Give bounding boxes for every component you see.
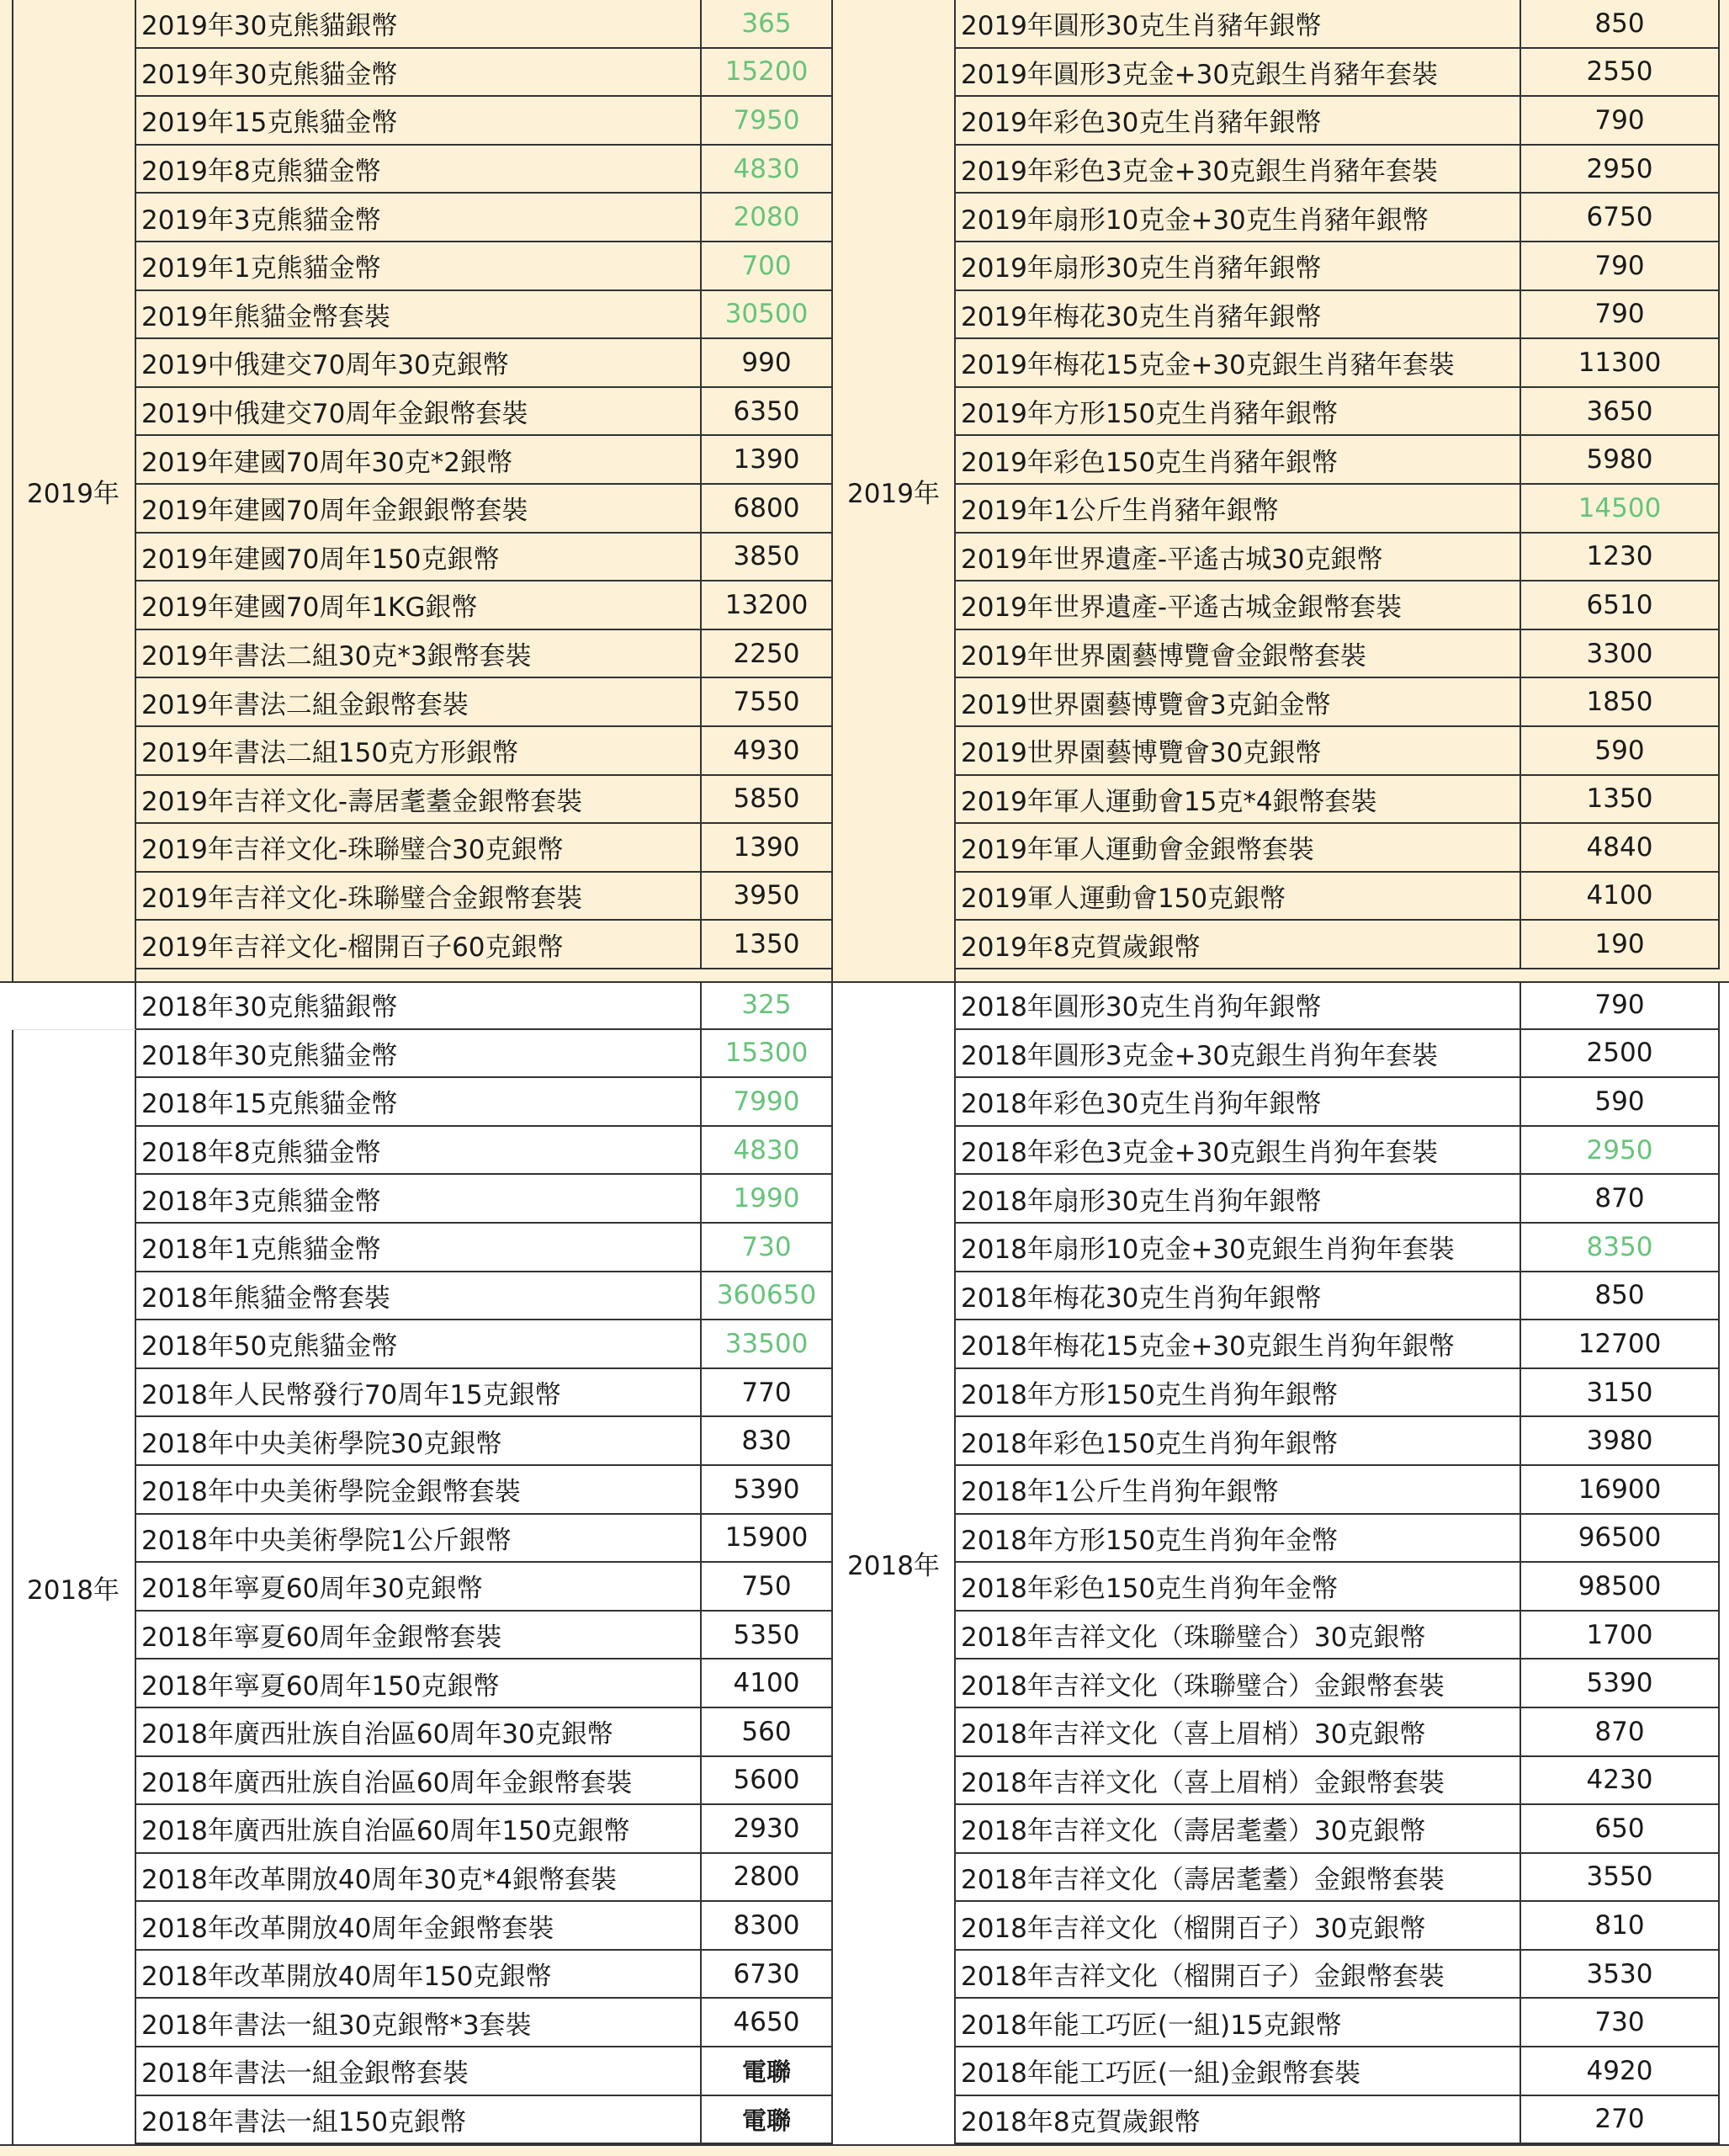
coin-name: 2018年書法一組30克銀幣*3套裝 (136, 1999, 702, 2046)
table-row (136, 1369, 831, 1418)
section-2019 (0, 0, 1729, 981)
coin-price: 1230 (1521, 534, 1720, 581)
coin-price: 電聯 (741, 2058, 791, 2087)
coin-name: 2018年50克熊貓金幣 (136, 1320, 702, 1367)
table-row (956, 1902, 1720, 1951)
table-row (136, 1320, 831, 1369)
coin-price: 990 (741, 347, 792, 378)
coin-name: 2018年寧夏60周年30克銀幣 (136, 1563, 702, 1610)
year-label-right: 2018年 (831, 981, 956, 2144)
list-2019-left (136, 0, 831, 969)
table-row (956, 727, 1720, 776)
coin-price: 790 (1521, 291, 1720, 338)
coin-name: 2019年書法二組金銀幣套裝 (136, 678, 702, 725)
coin-price: 8300 (733, 1910, 800, 1941)
coin-name: 2019年扇形30克生肖豬年銀幣 (956, 242, 1521, 289)
table-row (136, 2096, 831, 2145)
coin-name: 2018年中央美術學院30克銀幣 (136, 1417, 702, 1464)
table-row (136, 291, 831, 340)
coin-name: 2019年建國70周年150克銀幣 (136, 534, 702, 581)
coin-price: 590 (1521, 727, 1720, 774)
table-row (956, 242, 1720, 291)
table-row (136, 981, 831, 1030)
table-row (956, 1078, 1720, 1127)
coin-price: 4230 (1521, 1757, 1720, 1804)
coin-price: 270 (1521, 2096, 1720, 2143)
table-row (956, 2047, 1720, 2096)
coin-name: 2019年彩色3克金+30克銀生肖豬年套裝 (956, 146, 1521, 193)
table-row (956, 873, 1720, 921)
coin-name: 2019年8克賀歲銀幣 (956, 921, 1521, 968)
coin-name: 2018年能工巧匠(一組)15克銀幣 (956, 1999, 1521, 2046)
table-row (136, 242, 831, 291)
coin-price: 3550 (1521, 1854, 1720, 1901)
coin-price: 2800 (733, 1861, 800, 1893)
table-row (136, 1659, 831, 1708)
coin-price: 5350 (733, 1619, 800, 1650)
table-row (956, 1515, 1720, 1564)
table-row (956, 1805, 1720, 1854)
coin-price: 4650 (733, 2007, 800, 2038)
coin-price: 3980 (1521, 1417, 1720, 1464)
coin-price: 2930 (733, 1813, 800, 1844)
coin-name: 2019年1公斤生肖豬年銀幣 (956, 485, 1521, 532)
table-row (956, 824, 1720, 873)
coin-name: 2019年軍人運動會15克*4銀幣套裝 (956, 776, 1521, 823)
coin-price: 1350 (733, 929, 800, 960)
table-row (956, 1175, 1720, 1224)
list-2018-left (136, 981, 831, 2144)
coin-price: 4920 (1521, 2047, 1720, 2095)
coin-price: 360650 (716, 1280, 817, 1311)
coin-price: 7950 (733, 104, 800, 135)
table-row (136, 776, 831, 825)
coin-price: 14500 (1521, 485, 1720, 532)
table-row (136, 921, 831, 969)
coin-name: 2018年3克熊貓金幣 (136, 1175, 702, 1222)
coin-price: 5980 (1521, 436, 1720, 483)
table-row (136, 1127, 831, 1176)
table-row (956, 1563, 1720, 1612)
coin-name: 2018年能工巧匠(一組)金銀幣套裝 (956, 2047, 1521, 2095)
table-row (956, 678, 1720, 727)
coin-name: 2019年30克熊貓金幣 (136, 49, 702, 96)
coin-price: 6350 (733, 396, 800, 427)
table-row (956, 0, 1720, 49)
coin-price: 810 (1521, 1902, 1720, 1949)
coin-name: 2019世界園藝博覽會30克銀幣 (956, 727, 1521, 774)
coin-name: 2019年30克熊貓銀幣 (136, 0, 702, 47)
coin-name: 2018年1公斤生肖狗年銀幣 (956, 1466, 1521, 1513)
coin-name: 2019年世界園藝博覽會金銀幣套裝 (956, 630, 1521, 677)
coin-name: 2019世界園藝博覽會3克鉑金幣 (956, 678, 1521, 725)
table-row (956, 534, 1720, 582)
table-row (956, 1708, 1720, 1757)
table-row (136, 1708, 831, 1757)
table-row (956, 2096, 1720, 2145)
coin-price: 15900 (724, 1522, 809, 1553)
coin-name: 2018年圓形30克生肖狗年銀幣 (956, 981, 1521, 1028)
coin-name: 2019年世界遺產-平遙古城30克銀幣 (956, 534, 1521, 581)
coin-price: 7990 (733, 1086, 800, 1117)
coin-name: 2019年建國70周年金銀銀幣套裝 (136, 485, 702, 532)
coin-price: 4840 (1521, 824, 1720, 871)
table-row (956, 1030, 1720, 1079)
coin-name: 2018年彩色30克生肖狗年銀幣 (956, 1078, 1521, 1125)
coin-name: 2019年圓形30克生肖豬年銀幣 (956, 0, 1521, 47)
coin-name: 2019年吉祥文化-珠聯璧合金銀幣套裝 (136, 873, 702, 920)
coin-price: 3650 (1521, 388, 1720, 435)
table-row (956, 485, 1720, 534)
coin-price: 16900 (1521, 1466, 1720, 1513)
section-divider (0, 981, 1729, 983)
coin-name: 2019年梅花15克金+30克銀生肖豬年套裝 (956, 339, 1521, 386)
year-cell-blank (12, 981, 136, 1030)
coin-name: 2019年世界遺產-平遙古城金銀幣套裝 (956, 581, 1521, 629)
coin-price: 1390 (733, 831, 800, 863)
table-row (136, 1757, 831, 1806)
coin-name: 2019軍人運動會150克銀幣 (956, 873, 1521, 920)
table-row (956, 1999, 1720, 2047)
coin-price: 11300 (1521, 339, 1720, 386)
coin-price: 98500 (1521, 1563, 1720, 1610)
coin-price: 730 (1521, 1999, 1720, 2046)
coin-name: 2018年吉祥文化（壽居耄耋）30克銀幣 (956, 1805, 1521, 1852)
table-row (136, 534, 831, 582)
coin-price: 電聯 (741, 2106, 791, 2135)
coin-name: 2018年廣西壯族自治區60周年150克銀幣 (136, 1805, 702, 1852)
coin-name: 2018年梅花15克金+30克銀生肖狗年銀幣 (956, 1320, 1521, 1367)
coin-name: 2019年8克熊貓金幣 (136, 146, 702, 193)
coin-name: 2019年彩色30克生肖豬年銀幣 (956, 97, 1521, 144)
coin-price: 325 (741, 989, 792, 1020)
coin-price: 3950 (733, 880, 800, 911)
coin-name: 2018年30克熊貓銀幣 (136, 981, 702, 1028)
coin-name: 2018年人民幣發行70周年15克銀幣 (136, 1369, 702, 1416)
coin-price: 790 (1521, 242, 1720, 289)
coin-name: 2019年書法二組30克*3銀幣套裝 (136, 630, 702, 677)
coin-name: 2018年彩色150克生肖狗年金幣 (956, 1563, 1521, 1610)
table-row (136, 1854, 831, 1903)
coin-name: 2018年吉祥文化（珠聯璧合）金銀幣套裝 (956, 1659, 1521, 1707)
table-row (136, 339, 831, 388)
coin-price: 870 (1521, 1708, 1720, 1755)
coin-price: 850 (1521, 1272, 1720, 1320)
table-row (136, 485, 831, 534)
table-row (956, 388, 1720, 437)
coin-price: 2500 (1521, 1030, 1720, 1077)
coin-price: 590 (1521, 1078, 1720, 1125)
coin-name: 2019中俄建交70周年30克銀幣 (136, 339, 702, 386)
table-row (136, 1030, 831, 1079)
coin-price: 3850 (733, 541, 800, 572)
coin-name: 2019年15克熊貓金幣 (136, 97, 702, 144)
table-row (136, 727, 831, 776)
coin-name: 2019年吉祥文化-珠聯璧合30克銀幣 (136, 824, 702, 871)
coin-name: 2018年改革開放40周年150克銀幣 (136, 1951, 702, 1998)
coin-price: 30500 (724, 299, 809, 330)
coin-price: 850 (1521, 0, 1720, 47)
coin-price: 3300 (1521, 630, 1720, 677)
coin-name: 2018年寧夏60周年金銀幣套裝 (136, 1612, 702, 1659)
coin-price: 4100 (1521, 873, 1720, 920)
coin-name: 2018年吉祥文化（喜上眉梢）金銀幣套裝 (956, 1757, 1521, 1804)
coin-name: 2019年吉祥文化-榴開百子60克銀幣 (136, 921, 702, 968)
coin-price: 4100 (733, 1668, 800, 1699)
coin-price: 560 (741, 1716, 792, 1747)
coin-name: 2019年熊貓金幣套裝 (136, 291, 702, 338)
table-row (956, 1320, 1720, 1369)
table-row (136, 1999, 831, 2047)
coin-name: 2018年30克熊貓金幣 (136, 1030, 702, 1077)
coin-price: 2950 (1521, 146, 1720, 193)
coin-price: 15200 (724, 56, 809, 88)
coin-price: 790 (1521, 981, 1720, 1028)
coin-price: 12700 (1521, 1320, 1720, 1367)
table-row (136, 1612, 831, 1660)
table-row (956, 339, 1720, 388)
coin-name: 2018年改革開放40周年金銀幣套裝 (136, 1902, 702, 1949)
coin-price: 730 (741, 1231, 792, 1262)
coin-price: 8350 (1521, 1224, 1720, 1271)
table-row (956, 436, 1720, 485)
table-row (136, 146, 831, 194)
coin-price: 830 (741, 1426, 792, 1457)
coin-name: 2018年梅花30克生肖狗年銀幣 (956, 1272, 1521, 1320)
coin-name: 2018年扇形30克生肖狗年銀幣 (956, 1175, 1521, 1222)
table-row (956, 291, 1720, 340)
coin-name: 2019年彩色150克生肖豬年銀幣 (956, 436, 1521, 483)
coin-price: 5390 (733, 1474, 800, 1505)
table-row (136, 194, 831, 242)
coin-name: 2018年改革開放40周年30克*4銀幣套裝 (136, 1854, 702, 1901)
table-row (136, 1078, 831, 1127)
coin-name: 2018年8克賀歲銀幣 (956, 2096, 1521, 2143)
table-row (956, 1854, 1720, 1903)
coin-name: 2018年吉祥文化（榴開百子）金銀幣套裝 (956, 1951, 1521, 1998)
year-label-left: 2019年 (12, 0, 136, 981)
coin-name: 2019年軍人運動會金銀幣套裝 (956, 824, 1521, 871)
coin-name: 2019年書法二組150克方形銀幣 (136, 727, 702, 774)
coin-name: 2018年書法一組金銀幣套裝 (136, 2047, 702, 2095)
coin-price: 6510 (1521, 581, 1720, 629)
coin-name: 2018年吉祥文化（榴開百子）30克銀幣 (956, 1902, 1521, 1949)
coin-price: 3530 (1521, 1951, 1720, 1998)
coin-name: 2018年熊貓金幣套裝 (136, 1272, 702, 1320)
table-row (956, 921, 1720, 969)
table-row (956, 1272, 1720, 1321)
year-label-right: 2019年 (831, 0, 956, 981)
table-row (136, 1902, 831, 1951)
coin-name: 2019中俄建交70周年金銀幣套裝 (136, 388, 702, 435)
table-row (956, 1951, 1720, 1999)
table-row (136, 49, 831, 98)
coin-name: 2018年15克熊貓金幣 (136, 1078, 702, 1125)
table-row (956, 97, 1720, 146)
coin-name: 2018年圓形3克金+30克銀生肖狗年套裝 (956, 1030, 1521, 1077)
coin-name: 2018年方形150克生肖狗年銀幣 (956, 1369, 1521, 1416)
coin-price: 4830 (733, 153, 800, 184)
table-row (136, 2047, 831, 2096)
coin-name: 2018年方形150克生肖狗年金幣 (956, 1515, 1521, 1562)
coin-price: 4830 (733, 1134, 800, 1166)
coin-name: 2019年建國70周年30克*2銀幣 (136, 436, 702, 483)
coin-price: 13200 (724, 589, 809, 620)
table-row (136, 1805, 831, 1854)
coin-price: 6800 (733, 492, 800, 523)
coin-price: 2550 (1521, 49, 1720, 96)
coin-name: 2019年1克熊貓金幣 (136, 242, 702, 289)
table-row (136, 1563, 831, 1612)
table-row (956, 1466, 1720, 1515)
coin-name: 2018年吉祥文化（壽居耄耋）金銀幣套裝 (956, 1854, 1521, 1901)
table-row (956, 1369, 1720, 1418)
coin-name: 2018年彩色3克金+30克銀生肖狗年套裝 (956, 1127, 1521, 1174)
coin-price: 1350 (1521, 776, 1720, 823)
coin-price: 96500 (1521, 1515, 1720, 1562)
coin-price: 365 (741, 8, 792, 39)
coin-name: 2018年中央美術學院1公斤銀幣 (136, 1515, 702, 1562)
coin-price: 190 (1521, 921, 1720, 968)
table-row (136, 873, 831, 921)
table-row (956, 981, 1720, 1030)
table-row (136, 581, 831, 630)
table-row (136, 97, 831, 146)
coin-name: 2018年吉祥文化（喜上眉梢）30克銀幣 (956, 1708, 1521, 1755)
coin-price: 1850 (1521, 678, 1720, 725)
table-row (956, 49, 1720, 98)
table-row (956, 581, 1720, 630)
coin-price: 15300 (724, 1038, 809, 1069)
table-row (956, 1757, 1720, 1806)
table-row (136, 1272, 831, 1321)
coin-name: 2019年圓形3克金+30克銀生肖豬年套裝 (956, 49, 1521, 96)
table-row (136, 436, 831, 485)
coin-price: 650 (1521, 1805, 1720, 1852)
table-row (956, 630, 1720, 679)
coin-price: 770 (741, 1377, 792, 1408)
table-row (136, 1175, 831, 1224)
coin-name: 2018年書法一組150克銀幣 (136, 2096, 702, 2143)
section-2018 (0, 981, 1729, 2144)
coin-name: 2019年吉祥文化-壽居耄耋金銀幣套裝 (136, 776, 702, 823)
table-row (136, 678, 831, 727)
coin-name: 2019年梅花30克生肖豬年銀幣 (956, 291, 1521, 338)
coin-name: 2018年廣西壯族自治區60周年30克銀幣 (136, 1708, 702, 1755)
coin-name: 2018年1克熊貓金幣 (136, 1224, 702, 1271)
coin-name: 2018年彩色150克生肖狗年銀幣 (956, 1417, 1521, 1464)
coin-price: 1990 (733, 1183, 800, 1214)
table-row (136, 1466, 831, 1515)
coin-price: 3150 (1521, 1369, 1720, 1416)
coin-price: 1390 (733, 444, 800, 475)
table-row (956, 1659, 1720, 1708)
coin-name: 2018年吉祥文化（珠聯璧合）30克銀幣 (956, 1612, 1521, 1659)
coin-name: 2018年寧夏60周年150克銀幣 (136, 1659, 702, 1707)
table-row (136, 1951, 831, 1999)
coin-name: 2018年扇形10克金+30克銀生肖狗年套裝 (956, 1224, 1521, 1271)
coin-price: 7550 (733, 687, 800, 718)
table-row (956, 1612, 1720, 1660)
coin-price: 33500 (724, 1328, 809, 1359)
table-row (956, 146, 1720, 194)
table-row (956, 776, 1720, 825)
coin-price: 700 (741, 250, 792, 281)
table-row (136, 388, 831, 437)
coin-price: 1700 (1521, 1612, 1720, 1659)
coin-price: 2250 (733, 638, 800, 669)
table-row (956, 1224, 1720, 1272)
coin-name: 2019年扇形10克金+30克生肖豬年銀幣 (956, 194, 1521, 241)
coin-name: 2019年方形150克生肖豬年銀幣 (956, 388, 1521, 435)
coin-name: 2019年建國70周年1KG銀幣 (136, 581, 702, 629)
coin-price: 6750 (1521, 194, 1720, 241)
table-row (956, 1417, 1720, 1466)
coin-price: 4930 (733, 735, 800, 766)
coin-price: 5390 (1521, 1659, 1720, 1707)
coin-price: 5850 (733, 783, 800, 815)
coin-price: 2080 (733, 202, 800, 233)
list-2019-right (956, 0, 1720, 969)
table-row (136, 1417, 831, 1466)
table-row (136, 0, 831, 49)
coin-price: 750 (741, 1570, 792, 1601)
table-row (136, 630, 831, 679)
coin-price: 2950 (1521, 1127, 1720, 1174)
table-row (956, 194, 1720, 242)
coin-name: 2018年廣西壯族自治區60周年金銀幣套裝 (136, 1757, 702, 1804)
coin-price: 6730 (733, 1958, 800, 1989)
table-row (956, 1127, 1720, 1176)
table-row (136, 1224, 831, 1272)
coin-name: 2018年8克熊貓金幣 (136, 1127, 702, 1174)
table-row (136, 1515, 831, 1564)
coin-price: 790 (1521, 97, 1720, 144)
coin-name: 2019年3克熊貓金幣 (136, 194, 702, 241)
coin-name: 2018年中央美術學院金銀幣套裝 (136, 1466, 702, 1513)
year-label-left: 2018年 (12, 1030, 136, 2144)
list-2018-right (956, 981, 1720, 2144)
coin-price: 5600 (733, 1765, 800, 1796)
table-row (136, 824, 831, 873)
coin-price: 870 (1521, 1175, 1720, 1222)
